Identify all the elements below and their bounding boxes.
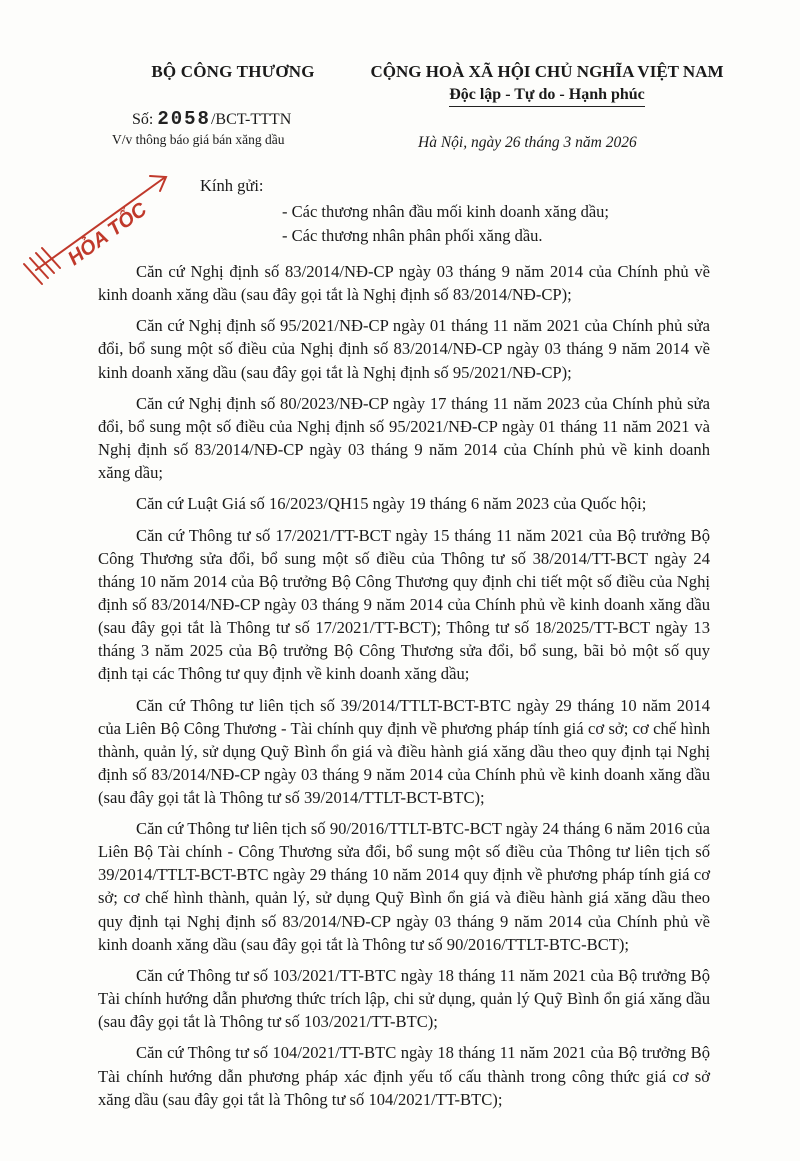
legal-basis-paragraph: Căn cứ Thông tư liên tịch số 39/2014/TTLT-BCT-BTC ngày 29 tháng 10 năm 2014 của Liên Bộ Công Thương - Tài chính quy định về phương pháp tính giá cơ sở; cơ chế hình thành, quản lý, sử dụng Quỹ Bình ổn giá và điều hành giá xăng dầu theo quy định tại Nghị định số 83/2014/NĐ-CP ngày 03 tháng 9 năm 2014 của Chính phủ về kinh doanh xăng dầu (sau đây gọi tắt là Thông tư số 39/2014/TTLT-BCT-BTC);	[98, 695, 710, 807]
document-number-value: 2058	[157, 108, 211, 130]
document-number-prefix: Số:	[132, 111, 154, 128]
national-heading	[352, 62, 742, 107]
legal-basis-paragraph: Căn cứ Thông tư số 17/2021/TT-BCT ngày 15 tháng 11 năm 2021 của Bộ trưởng Bộ Công Thương sửa đổi, bổ sung một số điều của Thông tư số 38/2014/TT-BCT ngày 24 tháng 10 năm 2014 của Bộ trưởng Bộ Công Thương quy định chi tiết một số điều của Nghị định số 83/2014/NĐ-CP ngày 03 tháng 9 năm 2014 của Chính phủ về kinh doanh xăng dầu (sau đây gọi tắt là Thông tư số 17/2021/TT-BCT); Thông tư số 18/2025/TT-BCT ngày 13 tháng 3 năm 2025 của Bộ trưởng Bộ Công Thương sửa đổi, bổ sung, bãi bỏ một số quy định tại các Thông tư quy định về kinh doanh xăng dầu;	[98, 525, 710, 684]
stamp-text: HỎA TỐC	[64, 198, 151, 271]
legal-basis-paragraph: Căn cứ Nghị định số 83/2014/NĐ-CP ngày 03 tháng 9 năm 2014 của Chính phủ về kinh doanh xăng dầu (sau đây gọi tắt là Nghị định số 83/2014/NĐ-CP);	[98, 262, 710, 305]
stamp-feather-2	[36, 253, 54, 273]
recipient-item: - Các thương nhân đầu mối kinh doanh xăng dầu;	[282, 202, 609, 221]
legal-basis-paragraph: Căn cứ Nghị định số 80/2023/NĐ-CP ngày 17 tháng 11 năm 2023 của Chính phủ sửa đổi, bổ sung một số điều của Nghị định số 95/2021/NĐ-CP ngày 01 tháng 11 năm 2021 và Nghị định số 83/2014/NĐ-CP ngày 03 tháng 9 năm 2014 của Chính phủ về kinh doanh xăng dầu;	[98, 393, 710, 483]
stamp-feather-3	[42, 248, 60, 268]
document-subject: V/v thông báo giá bán xăng dầu	[112, 132, 285, 147]
recipient-item: - Các thương nhân phân phối xăng dầu.	[282, 226, 543, 245]
recipient-list	[282, 200, 609, 248]
issuer-block	[118, 62, 348, 82]
country-name: CỘNG HOÀ XÃ HỘI CHỦ NGHĨA VIỆT NAM	[370, 62, 724, 81]
legal-basis-paragraph: Căn cứ Nghị định số 95/2021/NĐ-CP ngày 01 tháng 11 năm 2021 của Chính phủ sửa đổi, bổ sung một số điều của Nghị định số 83/2014/NĐ-CP ngày 03 tháng 9 năm 2014 về kinh doanh xăng dầu (sau đây gọi tắt là Nghị định số 95/2021/NĐ-CP);	[98, 316, 710, 382]
stamp-arrow-shaft	[36, 178, 164, 270]
legal-basis-paragraph: Căn cứ Thông tư số 103/2021/TT-BTC ngày 18 tháng 11 năm 2021 của Bộ trưởng Bộ Tài chính hướng dẫn phương thức trích lập, chi sử dụng, quản lý Quỹ Bình ổn giá xăng dầu (sau đây gọi tắt là Thông tư số 103/2021/TT-BTC);	[98, 965, 710, 1032]
document-number	[132, 108, 291, 130]
document-body	[98, 260, 710, 1119]
document-number-suffix: /BCT-TTTN	[210, 111, 292, 128]
legal-basis-paragraph: Căn cứ Thông tư số 104/2021/TT-BTC ngày 18 tháng 11 năm 2021 của Bộ trưởng Bộ Tài chính hướng dẫn phương pháp xác định yếu tố cấu thành trong công thức giá cơ sở xăng dầu (sau đây gọi tắt là Thông tư số 104/2021/TT-BTC);	[98, 1043, 710, 1109]
national-motto: Độc lập - Tự do - Hạnh phúc	[449, 86, 645, 107]
legal-basis-paragraph: Căn cứ Luật Giá số 16/2023/QH15 ngày 19 tháng 6 năm 2023 của Quốc hội;	[136, 494, 647, 514]
legal-basis-paragraph: Căn cứ Thông tư liên tịch số 90/2016/TTLT-BTC-BCT ngày 24 tháng 6 năm 2016 của Liên Bộ Tài chính - Công Thương sửa đổi, bổ sung một số điều của Thông tư liên tịch số 39/2014/TTLT-BCT-BTC ngày 29 tháng 10 năm 2014 quy định về phương pháp tính giá cơ sở; cơ chế hình thành, quản lý, sử dụng Quỹ Bình ổn giá và điều hành giá xăng dầu theo quy định tại Nghị định số 83/2014/NĐ-CP ngày 03 tháng 9 năm 2014 của Chính phủ về kinh doanh xăng dầu (sau đây gọi tắt là Thông tư số 90/2016/TTLT-BTC-BCT);	[98, 819, 710, 954]
addressee-label: Kính gửi:	[200, 176, 264, 195]
document-date: Hà Nội, ngày 26 tháng 3 năm 2026	[418, 134, 637, 151]
ministry-name: BỘ CÔNG THƯƠNG	[151, 62, 315, 81]
